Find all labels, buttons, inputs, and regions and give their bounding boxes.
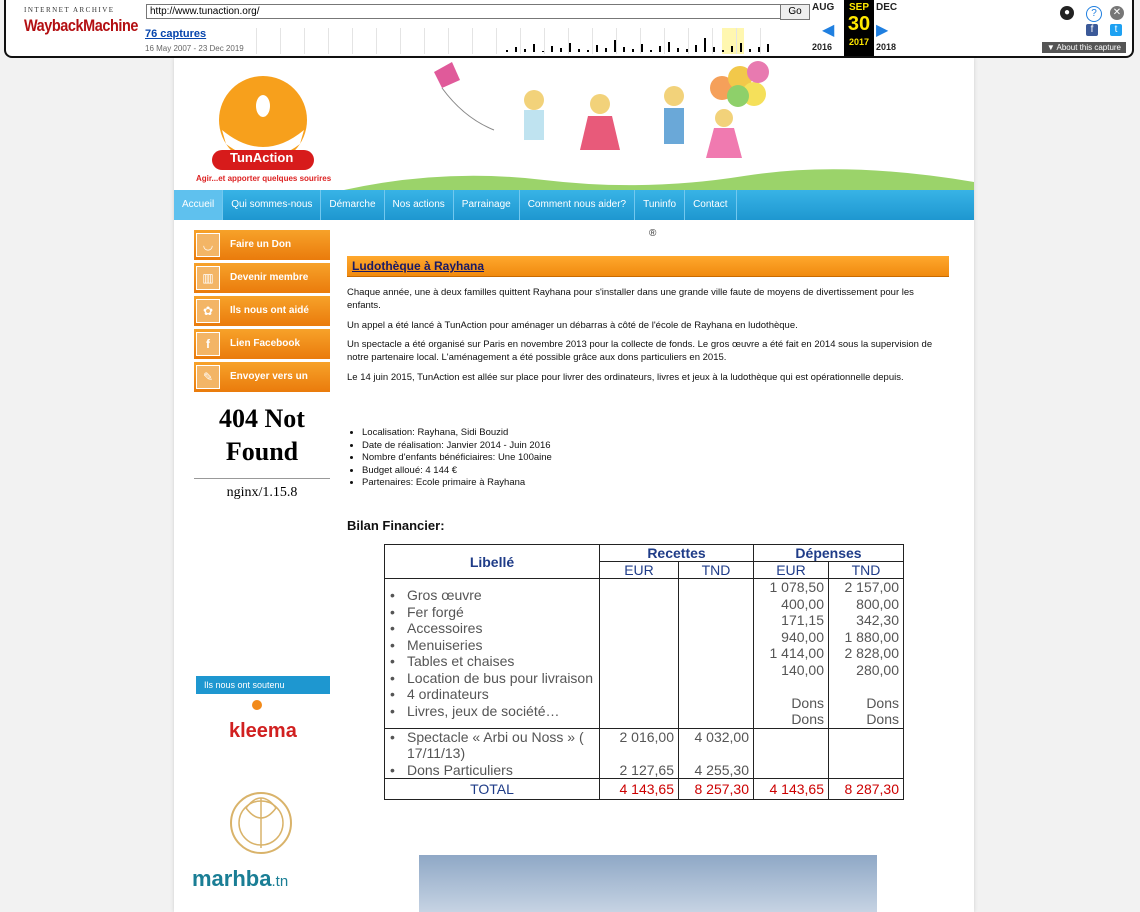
faire-un-don-label: Faire un Don — [230, 239, 292, 250]
histogram-bar — [623, 47, 625, 52]
histogram-year-divider — [256, 28, 257, 54]
expense-label: • Tables et chaises — [407, 653, 595, 670]
income-dep-eur — [754, 728, 829, 779]
histogram-bar — [560, 48, 562, 52]
next-arrow-icon[interactable]: ▶ — [876, 22, 889, 39]
nav-nos-actions[interactable]: Nos actions — [385, 190, 454, 220]
close-icon[interactable]: ✕ — [1110, 6, 1124, 20]
captures-range: 16 May 2007 - 23 Dec 2019 — [145, 44, 244, 53]
sidebar — [194, 230, 330, 500]
histogram-bar — [524, 49, 526, 52]
histogram-bar — [704, 38, 706, 52]
twitter-icon[interactable]: t — [1110, 24, 1122, 36]
histogram-bar — [632, 49, 634, 52]
expense-label: • Accessoires — [407, 620, 595, 637]
dep-tnd-value — [833, 678, 899, 695]
marhba-logo[interactable] — [192, 866, 288, 892]
not-found-title-2: Found — [225, 437, 299, 466]
expense-label: • Location de bus pour livraison — [407, 670, 595, 687]
histogram-bar — [506, 50, 508, 52]
banner — [174, 58, 974, 190]
income-dep-tnd — [829, 728, 904, 779]
histogram-year-divider — [400, 28, 401, 54]
capture-histogram[interactable] — [256, 28, 796, 54]
registered-mark: ® — [649, 228, 657, 239]
histogram-bar — [695, 45, 697, 52]
histogram-year-divider — [688, 28, 689, 54]
dep-eur-value: 171,15 — [781, 612, 824, 628]
header-dep-tnd: TND — [829, 562, 904, 579]
expense-rec-eur — [600, 579, 679, 729]
header-recettes: Recettes — [600, 545, 754, 562]
histogram-year-divider — [304, 28, 305, 54]
rec-eur-value: 2 016,00 — [619, 728, 674, 745]
current-month: SEP — [848, 2, 869, 13]
facebook-icon: f — [196, 332, 220, 356]
header-dep-eur: EUR — [754, 562, 829, 579]
expense-label: • 4 ordinateurs — [407, 686, 595, 703]
income-label: • Spectacle « Arbi ou Noss » ( 17/11/13) — [407, 729, 595, 762]
dep-tnd-value: Dons — [866, 694, 899, 711]
expense-rec-tnd — [679, 579, 754, 729]
next-month[interactable]: DEC — [876, 2, 898, 13]
histogram-bar — [740, 43, 742, 52]
article-title-bar — [347, 256, 949, 277]
faire-un-don-button[interactable] — [194, 230, 330, 260]
not-found-divider — [194, 478, 330, 479]
user-icon[interactable]: ● — [1060, 6, 1074, 20]
total-rec-eur: 4 143,65 — [600, 779, 679, 800]
histogram-bar — [767, 44, 769, 52]
expense-label: • Livres, jeux de société… — [407, 703, 595, 720]
histogram-bar — [713, 47, 715, 52]
ils-nous-ont-aide-button[interactable] — [194, 296, 330, 326]
envoyer-button[interactable] — [194, 362, 330, 392]
marhba-name: marhba — [192, 866, 272, 891]
dep-tnd-value: 2 157,00 — [844, 579, 899, 595]
go-button[interactable]: Go — [780, 4, 810, 20]
income-rec-tnd — [679, 728, 754, 779]
fact-item: • Nombre d'enfants bénéficiaires: Une 100aine — [362, 452, 552, 465]
paragraph-4: Le 14 juin 2015, TunAction est allée sur place pour livrer des ordinateurs, livres et jeux à la ludothèque qui est opérationnelle depuis. — [347, 372, 904, 383]
devenir-membre-button[interactable] — [194, 263, 330, 293]
nav-tuninfo[interactable]: Tuninfo — [635, 190, 685, 220]
expense-dep-eur — [754, 579, 829, 729]
dep-tnd-value: 342,30 — [856, 612, 899, 628]
smile-icon: ◡ — [196, 233, 220, 257]
total-label: TOTAL — [385, 779, 600, 800]
histogram-bar — [542, 51, 544, 52]
histogram-year-divider — [352, 28, 353, 54]
dep-tnd-value: 800,00 — [856, 595, 899, 612]
url-input[interactable]: http://www.tunaction.org/ — [146, 4, 782, 19]
site-page — [174, 58, 974, 912]
dep-eur-value: Dons — [791, 694, 824, 711]
article-title[interactable]: Ludothèque à Rayhana — [352, 259, 485, 273]
not-found-server: nginx/1.15.8 — [226, 485, 298, 500]
histogram-bar — [722, 50, 724, 52]
children-illustration — [344, 58, 974, 190]
nav-accueil[interactable]: Accueil — [174, 190, 223, 220]
prev-year[interactable]: 2016 — [812, 42, 833, 52]
dep-eur-value: 940,00 — [781, 628, 824, 645]
fact-item: • Budget alloué: 4 144 € — [362, 465, 552, 478]
histogram-bar — [686, 49, 688, 52]
marhba-emblem[interactable] — [226, 778, 296, 868]
not-found-frame — [194, 402, 330, 501]
histogram-year-divider — [592, 28, 593, 54]
total-rec-tnd: 8 257,30 — [679, 779, 754, 800]
histogram-year-divider — [736, 28, 737, 54]
nav-parrainage[interactable]: Parrainage — [454, 190, 520, 220]
rec-tnd-value: 4 255,30 — [694, 761, 749, 778]
tagline: Agir...et apporter quelques sourires — [196, 174, 332, 183]
wayback-logo[interactable] — [24, 6, 138, 46]
expense-label: • Fer forgé — [407, 604, 595, 621]
nav-comment-nous-aider[interactable]: Comment nous aider? — [520, 190, 635, 220]
paragraph-2: Un appel a été lancé à TunAction pour aménager un débarras à côté de l'école de Rayhana en ludothèque. — [347, 320, 798, 331]
dep-eur-value: 1 414,00 — [769, 645, 824, 661]
histogram-bar — [749, 49, 751, 52]
prev-arrow-icon[interactable]: ◀ — [822, 22, 835, 39]
kleema-logo[interactable]: kleema — [229, 720, 297, 742]
header-libelle: Libellé — [385, 545, 600, 579]
histogram-bar — [731, 46, 733, 52]
histogram-bar — [641, 44, 643, 52]
expense-label: • Gros œuvre — [407, 587, 595, 604]
histogram-bar — [614, 40, 616, 52]
bilan-heading: Bilan Financier: — [347, 518, 445, 533]
histogram-year-divider — [376, 28, 377, 54]
dep-tnd-value: 280,00 — [856, 661, 899, 678]
histogram-bar — [605, 48, 607, 52]
soutenu-header: Ils nous ont soutenu — [196, 676, 330, 694]
histogram-year-divider — [616, 28, 617, 54]
fact-item: • Partenaires: Ecole primaire à Rayhana — [362, 477, 552, 490]
expense-labels — [385, 579, 600, 729]
about-capture-label: About this capture — [1056, 43, 1121, 52]
wayback-logo-top: INTERNET ARCHIVE — [24, 6, 115, 14]
rec-tnd-value: 4 032,00 — [694, 728, 749, 745]
photo-sky — [419, 855, 877, 912]
histogram-bar — [659, 46, 661, 52]
wayback-toolbar — [4, 0, 1134, 58]
expense-label: • Menuiseries — [407, 637, 595, 654]
building-icon: ▥ — [196, 266, 220, 290]
header-rec-eur: EUR — [600, 562, 679, 579]
prev-month[interactable]: AUG — [812, 2, 835, 13]
dep-eur-value: Dons — [791, 711, 824, 727]
histogram-year-divider — [760, 28, 761, 54]
histogram-bar — [533, 44, 535, 52]
histogram-bar — [587, 50, 589, 52]
main-nav — [174, 190, 974, 220]
nav-demarche[interactable]: Démarche — [321, 190, 384, 220]
help-icon[interactable]: ? — [1086, 6, 1102, 22]
histogram-bar — [515, 47, 517, 52]
histogram-bar — [551, 46, 553, 52]
wayback-logo-main: WaybackMachine — [24, 16, 138, 35]
header-rec-tnd: TND — [679, 562, 754, 579]
total-dep-eur: 4 143,65 — [754, 779, 829, 800]
paragraph-1: Chaque année, une à deux familles quittent Rayhana pour s'installer dans une grande ville faute de moyens de divertissement pour les enfants. — [347, 287, 914, 311]
histogram-bar — [578, 49, 580, 52]
lien-facebook-label: Lien Facebook — [230, 338, 301, 349]
header-depenses: Dépenses — [754, 545, 904, 562]
income-rec-eur — [600, 728, 679, 779]
facebook-icon[interactable]: f — [1086, 24, 1098, 36]
people-icon: ✿ — [196, 299, 220, 323]
about-capture-button[interactable]: ▼ About this capture — [1042, 42, 1126, 53]
expense-dep-tnd — [829, 579, 904, 729]
histogram-year-divider — [424, 28, 425, 54]
financial-table — [384, 544, 904, 800]
histogram-bar — [569, 43, 571, 52]
rec-eur-value: 2 127,65 — [619, 761, 674, 778]
histogram-year-divider — [520, 28, 521, 54]
current-year: 2017 — [848, 37, 870, 47]
marhba-tld: .tn — [271, 873, 289, 890]
facts-list — [347, 427, 552, 490]
next-year[interactable]: 2018 — [876, 42, 897, 52]
envoyer-label: Envoyer vers un — [230, 371, 308, 382]
dep-eur-value: 400,00 — [781, 595, 824, 612]
histogram-bar — [596, 45, 598, 52]
histogram-year-divider — [448, 28, 449, 54]
pencil-icon: ✎ — [196, 365, 220, 389]
kleema-logo-dot — [252, 700, 262, 710]
histogram-bar — [668, 42, 670, 52]
ils-nous-ont-aide-label: Ils nous ont aidé — [230, 305, 309, 316]
dep-eur-value — [758, 678, 824, 695]
dep-tnd-value: 2 828,00 — [844, 645, 899, 661]
dep-tnd-value: Dons — [866, 711, 899, 727]
histogram-year-divider — [280, 28, 281, 54]
histogram-bar — [758, 47, 760, 52]
income-label: • Dons Particuliers — [407, 762, 595, 779]
dep-eur-value: 1 078,50 — [769, 579, 824, 595]
histogram-year-divider — [496, 28, 497, 54]
fact-item: • Date de réalisation: Janvier 2014 - Juin 2016 — [362, 440, 552, 453]
fact-item: • Localisation: Rayhana, Sidi Bouzid — [362, 427, 552, 440]
dep-tnd-value: 1 880,00 — [844, 628, 899, 645]
logo-name: TunAction — [230, 150, 294, 165]
histogram-year-divider — [472, 28, 473, 54]
histogram-year-divider — [328, 28, 329, 54]
dep-eur-value: 140,00 — [781, 661, 824, 678]
captures-link[interactable]: 76 captures — [145, 28, 207, 40]
histogram-bar — [650, 50, 652, 52]
nav-qui-sommes-nous[interactable]: Qui sommes-nous — [223, 190, 321, 220]
total-dep-tnd: 8 287,30 — [829, 779, 904, 800]
current-capture-date — [844, 0, 874, 56]
nav-contact[interactable]: Contact — [685, 190, 736, 220]
lien-facebook-button[interactable] — [194, 329, 330, 359]
histogram-bar — [677, 48, 679, 52]
paragraph-3: Un spectacle a été organisé sur Paris en novembre 2013 pour la collecte de fonds. Le gros œuvre a été fait en 2014 sous la supervision de notre partenaire local. L'aménagement a été possible grâce aux dons particuliers en 2015. — [347, 339, 933, 363]
not-found-title-1: 404 Not — [219, 404, 305, 433]
income-labels — [385, 728, 600, 779]
histogram-year-divider — [544, 28, 545, 54]
histogram-year-divider — [664, 28, 665, 54]
devenir-membre-label: Devenir membre — [230, 272, 309, 283]
current-day: 30 — [847, 13, 871, 35]
